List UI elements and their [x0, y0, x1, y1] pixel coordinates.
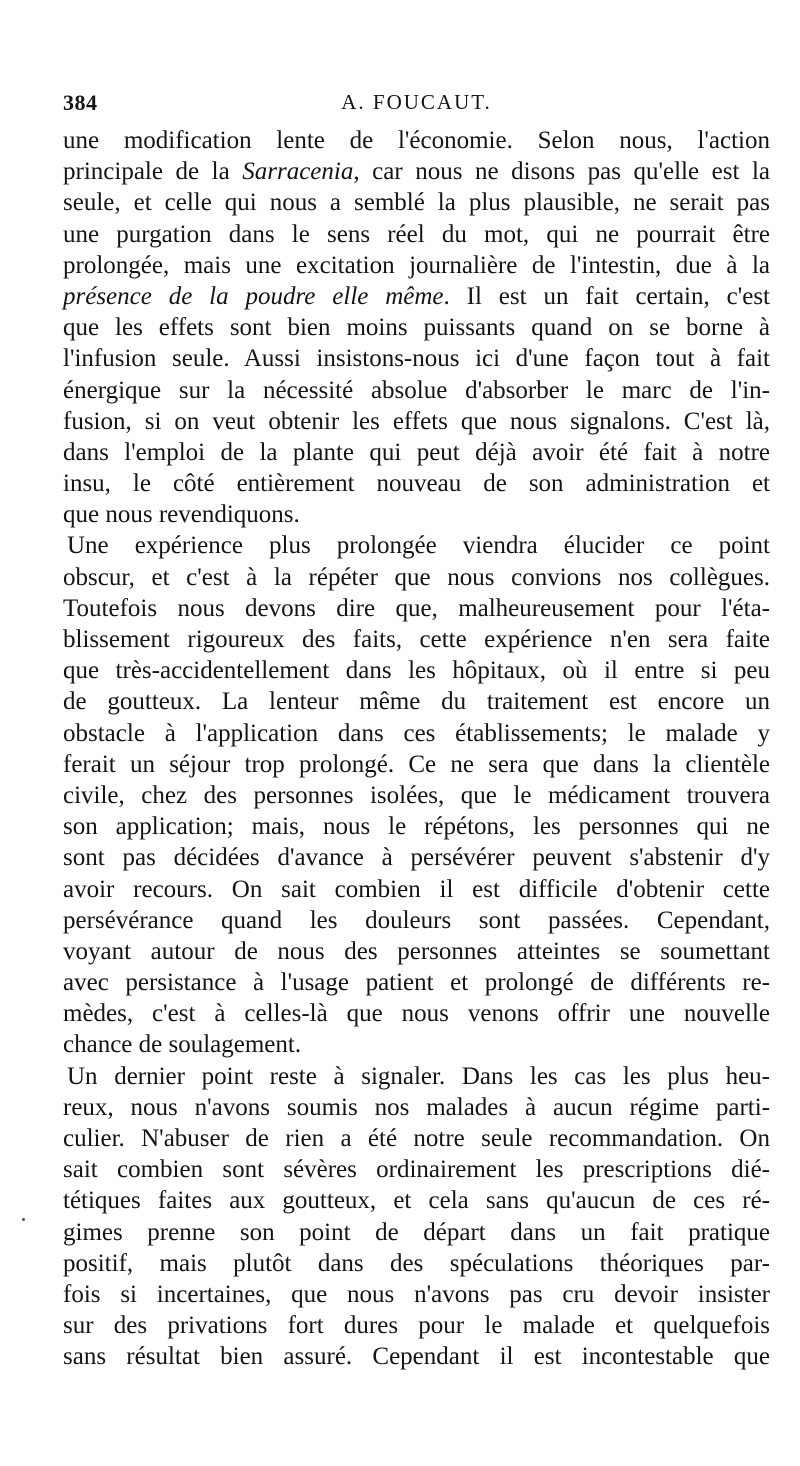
text-segment: énergique sur la nécessité absolue d'absorber le marc de l'in- — [63, 376, 770, 404]
text-line — [63, 530, 770, 561]
text-segment: avec persistance à l'usage patient et prolongé de différents re- — [63, 969, 770, 997]
text-line — [63, 749, 770, 780]
text-segment: Un dernier point reste à signaler. Dans les cas les plus heu- — [67, 1062, 770, 1090]
text-line — [63, 156, 770, 187]
text-segment: ferait un séjour trop prolongé. Ce ne sera que dans la clientèle — [63, 750, 770, 778]
text-line — [63, 1154, 770, 1185]
text-line — [63, 686, 770, 717]
text-line — [63, 250, 770, 281]
text-segment: son application; mais, nous le répétons, les personnes qui ne — [63, 813, 770, 841]
text-line — [63, 1248, 770, 1279]
text-line — [63, 312, 770, 343]
text-segment: sait combien sont sévères ordinairement les prescriptions dié- — [63, 1156, 770, 1184]
text-segment: positif, mais plutôt dans des spéculations théoriques par- — [63, 1249, 770, 1277]
text-line — [63, 967, 770, 998]
text-line — [63, 281, 770, 312]
text-segment: avoir recours. On sait combien il est difficile d'obtenir cette — [63, 875, 770, 903]
text-line — [63, 219, 770, 250]
text-segment: fusion, si on veut obtenir les effets que nous signalons. C'est là, — [63, 407, 770, 435]
text-line — [63, 1217, 770, 1248]
text-segment: persévérance quand les douleurs sont passées. Cependant, — [63, 906, 770, 934]
text-line — [63, 468, 770, 499]
text-line — [63, 499, 770, 530]
text-segment: tétiques faites aux goutteux, et cela sans qu'aucun de ces ré- — [63, 1187, 770, 1215]
text-segment: culier. N'abuser de rien a été notre seule recommandation. On — [63, 1125, 770, 1152]
text-segment: gimes prenne son point de départ dans un fait pratique — [63, 1218, 770, 1246]
text-segment: chance de soulagement. — [63, 1031, 302, 1059]
text-line — [63, 593, 770, 624]
text-line — [63, 718, 770, 749]
text-segment: . Il est un fait certain, c'est — [443, 282, 770, 310]
text-segment: dans l'emploi de la plante qui peut déjà avoir été fait à notre — [63, 438, 770, 466]
text-line — [63, 1061, 770, 1092]
text-line — [63, 125, 770, 156]
text-segment: fois si incertaines, que nous n'avons pas cru devoir insister — [63, 1280, 770, 1308]
text-segment: sont pas décidées d'avance à persévérer peuvent s'abstenir d'y — [63, 844, 770, 872]
text-segment: sur des privations fort dures pour le malade et quelquefois — [63, 1312, 770, 1340]
text-segment: blissement rigoureux des faits, cette expérience n'en sera faite — [63, 626, 770, 653]
body-text — [63, 125, 770, 1373]
text-segment: insu, le côté entièrement nouveau de son administration et — [63, 470, 770, 498]
text-line — [63, 1123, 770, 1154]
page-header — [63, 90, 770, 120]
text-line — [63, 780, 770, 811]
text-line — [63, 343, 770, 374]
text-line — [63, 406, 770, 437]
text-segment: que très-accidentellement dans les hôpitaux, où il entre si peu — [63, 657, 770, 685]
text-segment: seule, et celle qui nous a semblé la plus plausible, ne serait pas — [63, 189, 770, 217]
text-segment: que nous revendiquons. — [63, 501, 300, 529]
text-line — [63, 1185, 770, 1216]
page-number: 384 — [63, 90, 98, 115]
text-segment: obstacle à l'application dans ces établissements; le malade y — [63, 719, 770, 747]
text-segment: une modification lente de l'économie. Selon nous, l'action — [63, 127, 770, 154]
text-line — [63, 1092, 770, 1123]
italic-text: Sarracenia — [242, 158, 354, 186]
text-segment: une purgation dans le sens réel du mot, qui ne pourrait être — [63, 220, 770, 248]
text-segment: obscur, et c'est à la répéter que nous convions nos collègues. — [63, 563, 770, 591]
text-line — [63, 187, 770, 218]
text-segment: prolongée, mais une excitation journalière de l'intestin, due à la — [63, 251, 770, 279]
text-line — [63, 1310, 770, 1341]
text-line — [63, 1279, 770, 1310]
text-line — [63, 655, 770, 686]
text-line — [63, 936, 770, 967]
text-line — [63, 437, 770, 468]
text-segment: principale de la — [63, 158, 243, 186]
text-line — [63, 842, 770, 873]
text-segment: civile, chez des personnes isolées, que le médicament trouvera — [63, 781, 770, 809]
text-line — [63, 905, 770, 936]
text-line — [63, 562, 770, 593]
text-line — [63, 811, 770, 842]
text-segment: voyant autour de nous des personnes atteintes se soumettant — [63, 937, 770, 965]
text-line — [63, 1341, 770, 1372]
text-segment: sans résultat bien assuré. Cependant il est incontestable que — [63, 1343, 770, 1371]
text-segment: que les effets sont bien moins puissants quand on se borne à — [63, 314, 770, 342]
text-line — [63, 874, 770, 905]
text-segment: l'infusion seule. Aussi insistons-nous ici d'une façon tout à fait — [63, 345, 770, 373]
running-head: A. FOUCAUT. — [341, 90, 492, 114]
text-line — [63, 998, 770, 1029]
text-line — [63, 1029, 770, 1060]
text-segment: Une expérience plus prolongée viendra élucider ce point — [67, 532, 770, 560]
text-line — [63, 624, 770, 655]
margin-speck — [22, 1218, 25, 1221]
text-line — [63, 375, 770, 406]
text-segment: reux, nous n'avons soumis nos malades à aucun régime parti- — [63, 1093, 770, 1121]
text-segment: mèdes, c'est à celles-là que nous venons offrir une nouvelle — [63, 1000, 770, 1028]
italic-text: présence de la poudre elle même — [63, 282, 444, 310]
text-segment: Toutefois nous devons dire que, malheureusement pour l'éta- — [63, 594, 770, 622]
text-segment: de goutteux. La lenteur même du traitement est encore un — [63, 688, 770, 716]
text-segment: , car nous ne disons pas qu'elle est la — [353, 158, 770, 186]
